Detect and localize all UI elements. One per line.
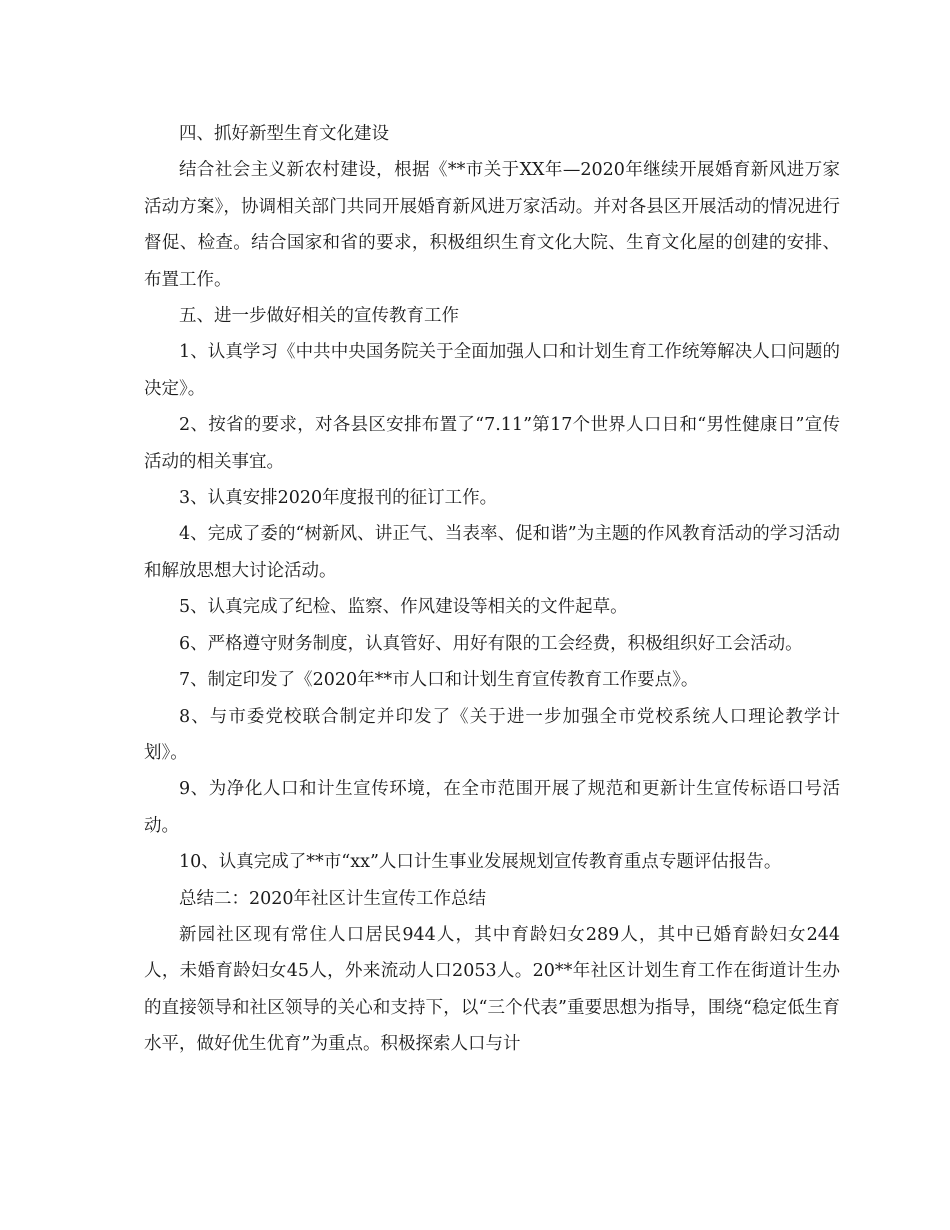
section-heading-5: 五、进一步做好相关的宣传教育工作	[179, 306, 459, 327]
list-item-8: 8、与市委党校联合制定并印发了《关于进一步加强全市党校系统人口理论教学计划》。	[144, 706, 840, 763]
list-item-3: 3、认真安排2020年度报刊的征订工作。	[179, 488, 498, 509]
list-item-7: 7、制定印发了《2020年**市人口和计划生育宣传教育工作要点》。	[179, 670, 699, 691]
paragraph: 新园社区现有常住人口居民944人，其中育龄妇女289人，其中已婚育龄妇女244 人，未婚育龄妇女45人，外来流动人口2053人。20**年社区计划生育工作在街道计生办的直接领导和社区领导的关心和支持下，以“三个代表”重要思想为指导，围绕“稳定低生育水平，做好优生优育”为重点。积极探索人口与计	[144, 924, 840, 1055]
list-item-6: 6、严格遵守财务制度，认真管好、用好有限的工会经费，积极组织好工会活动。	[179, 633, 803, 654]
list-item-10: 10、认真完成了**市“xx”人口计生事业发展规划宣传教育重点专题评估报告。	[179, 852, 782, 873]
list-item-4: 4、完成了委的“树新风、讲正气、当表率、促和谐”为主题的作风教育活动的学习活动和解放思想大讨论活动。	[144, 524, 840, 581]
paragraph: 结合社会主义新农村建设，根据《**市关于XX年—2020年继续开展婚育新风进万家活动方案》，协调相关部门共同开展婚育新风进万家活动。并对各县区开展活动的情况进行督促、检查。结合国家和省的要求，积极组织生育文化大院、生育文化屋的创建的安排、布置工作。	[144, 160, 840, 290]
list-item-9: 9、为净化人口和计生宣传环境，在全市范围开展了规范和更新计生宣传标语口号活动。	[144, 779, 840, 836]
section-heading-4: 四、抓好新型生育文化建设	[179, 124, 389, 144]
list-item-1: 1、认真学习《中共中央国务院关于全面加强人口和计划生育工作统筹解决人口问题的决定》。	[144, 342, 840, 399]
list-item-2: 2、按省的要求，对各县区安排布置了“7.11”第17个世界人口日和“男性健康日”宣传活动的相关事宜。	[144, 415, 840, 472]
list-item-5: 5、认真完成了纪检、监察、作风建设等相关的文件起草。	[179, 597, 628, 618]
summary-two-title: 总结二：2020年社区计生宣传工作总结	[179, 888, 487, 909]
